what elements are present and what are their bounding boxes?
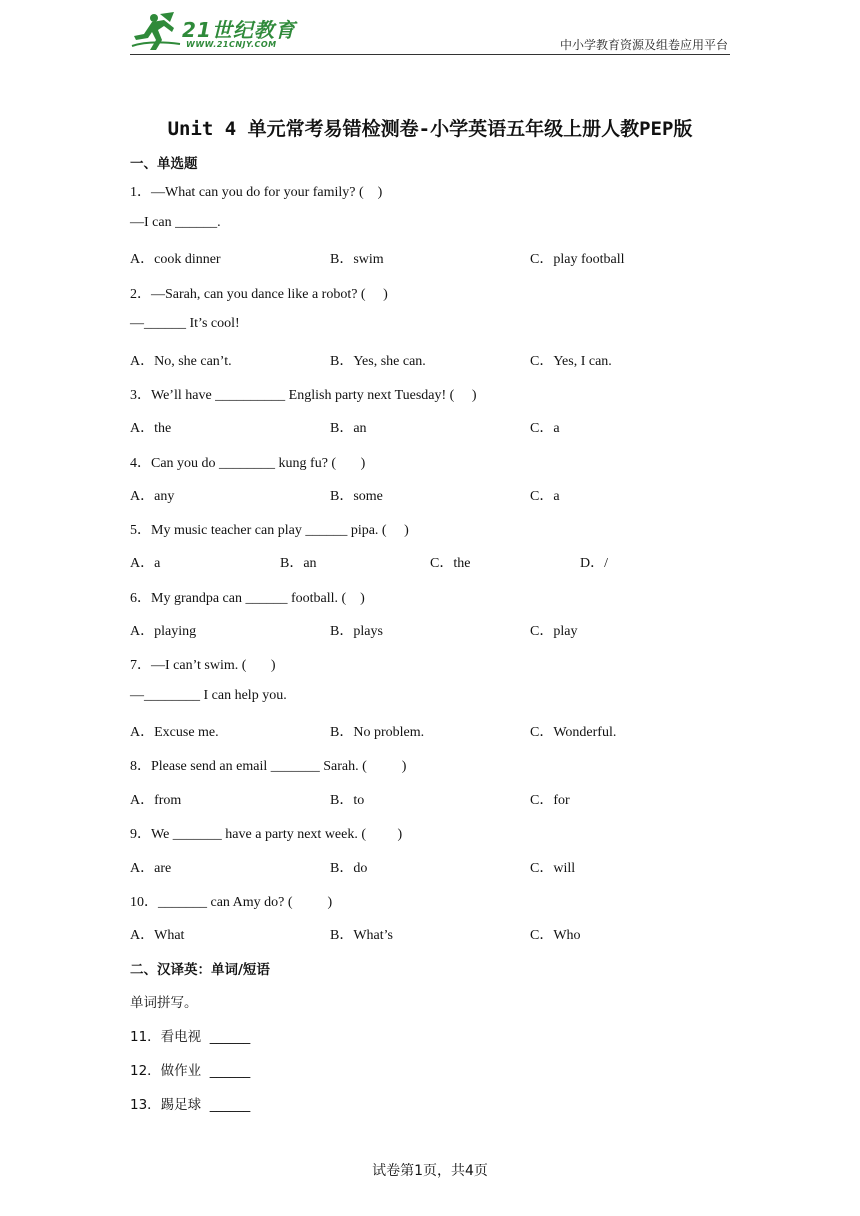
- question-8-option-b: B．to: [330, 793, 365, 808]
- question-7-option-a: A．Excuse me.: [130, 725, 219, 740]
- question-4-option-c: C．a: [530, 489, 560, 504]
- question-5-option-b: B．an: [280, 556, 317, 571]
- question-5-option-d: D．/: [580, 556, 608, 571]
- question-1-stem: 1．—What can you do for your family? ( ): [130, 185, 383, 200]
- question-7-option-b: B．No problem.: [330, 725, 425, 740]
- question-8-stem: 8．Please send an email _______ Sarah. ( ): [130, 759, 407, 774]
- logo-text: 21世纪教育: [182, 18, 296, 42]
- question-4-option-a: A．any: [130, 489, 175, 504]
- question-12: 12．做作业 ______: [130, 1063, 251, 1079]
- question-6-stem: 6．My grandpa can ______ football. ( ): [130, 591, 365, 606]
- page-footer: 试卷第1页，共4页: [372, 1163, 488, 1179]
- question-4-stem: 4．Can you do ________ kung fu? ( ): [130, 456, 366, 471]
- question-9-option-a: A．are: [130, 861, 172, 876]
- page-header: [130, 6, 730, 55]
- question-2-sub: —______ It’s cool!: [130, 316, 240, 331]
- logo-url: WWW.21CNJY.COM: [186, 40, 277, 49]
- question-2-option-c: C．Yes, I can.: [530, 354, 612, 369]
- question-3-option-c: C．a: [530, 421, 560, 436]
- question-7-option-c: C．Wonderful.: [530, 725, 617, 740]
- question-3-option-b: B．an: [330, 421, 367, 436]
- question-9-option-c: C．will: [530, 861, 576, 876]
- page-title: Unit 4 单元常考易错检测卷-小学英语五年级上册人教PEP版: [167, 118, 693, 140]
- runner-icon: [130, 10, 184, 52]
- question-8-option-c: C．for: [530, 793, 570, 808]
- question-9-option-b: B．do: [330, 861, 368, 876]
- question-10-option-c: C．Who: [530, 928, 581, 943]
- question-6-option-a: A．playing: [130, 624, 197, 639]
- question-13: 13．踢足球 ______: [130, 1097, 251, 1113]
- question-1-option-a: A．cook dinner: [130, 252, 221, 267]
- site-logo: [130, 10, 310, 52]
- question-6-option-c: C．play: [530, 624, 578, 639]
- question-9-stem: 9．We _______ have a party next week. ( ): [130, 827, 403, 842]
- question-3-option-a: A．the: [130, 421, 172, 436]
- question-7-stem: 7．—I can’t swim. ( ): [130, 658, 276, 673]
- question-5-stem: 5．My music teacher can play ______ pipa. ( ): [130, 523, 409, 538]
- question-8-option-a: A．from: [130, 793, 182, 808]
- question-6-option-b: B．plays: [330, 624, 383, 639]
- platform-label: 中小学教育资源及组卷应用平台: [559, 38, 728, 52]
- question-10-stem: 10．_______ can Amy do? ( ): [130, 895, 333, 910]
- question-3-stem: 3．We’ll have __________ English party next Tuesday! ( ): [130, 388, 477, 403]
- question-5-option-c: C．the: [430, 556, 471, 571]
- section-2-instruction: 单词拼写。: [130, 995, 198, 1011]
- section-heading-1: 一、单选题: [130, 156, 198, 172]
- question-2-option-b: B．Yes, she can.: [330, 354, 426, 369]
- question-10-option-b: B．What’s: [330, 928, 393, 943]
- question-1-option-b: B．swim: [330, 252, 384, 267]
- question-5-option-a: A．a: [130, 556, 161, 571]
- question-1-sub: —I can ______.: [130, 215, 221, 230]
- question-2-stem: 2．—Sarah, can you dance like a robot? ( ): [130, 287, 388, 302]
- question-11: 11．看电视 ______: [130, 1029, 251, 1045]
- question-7-sub: —________ I can help you.: [130, 688, 287, 703]
- question-1-option-c: C．play football: [530, 252, 625, 267]
- question-10-option-a: A．What: [130, 928, 185, 943]
- section-heading-2: 二、汉译英：单词/短语: [130, 962, 270, 978]
- question-2-option-a: A．No, she can’t.: [130, 354, 232, 369]
- question-4-option-b: B．some: [330, 489, 383, 504]
